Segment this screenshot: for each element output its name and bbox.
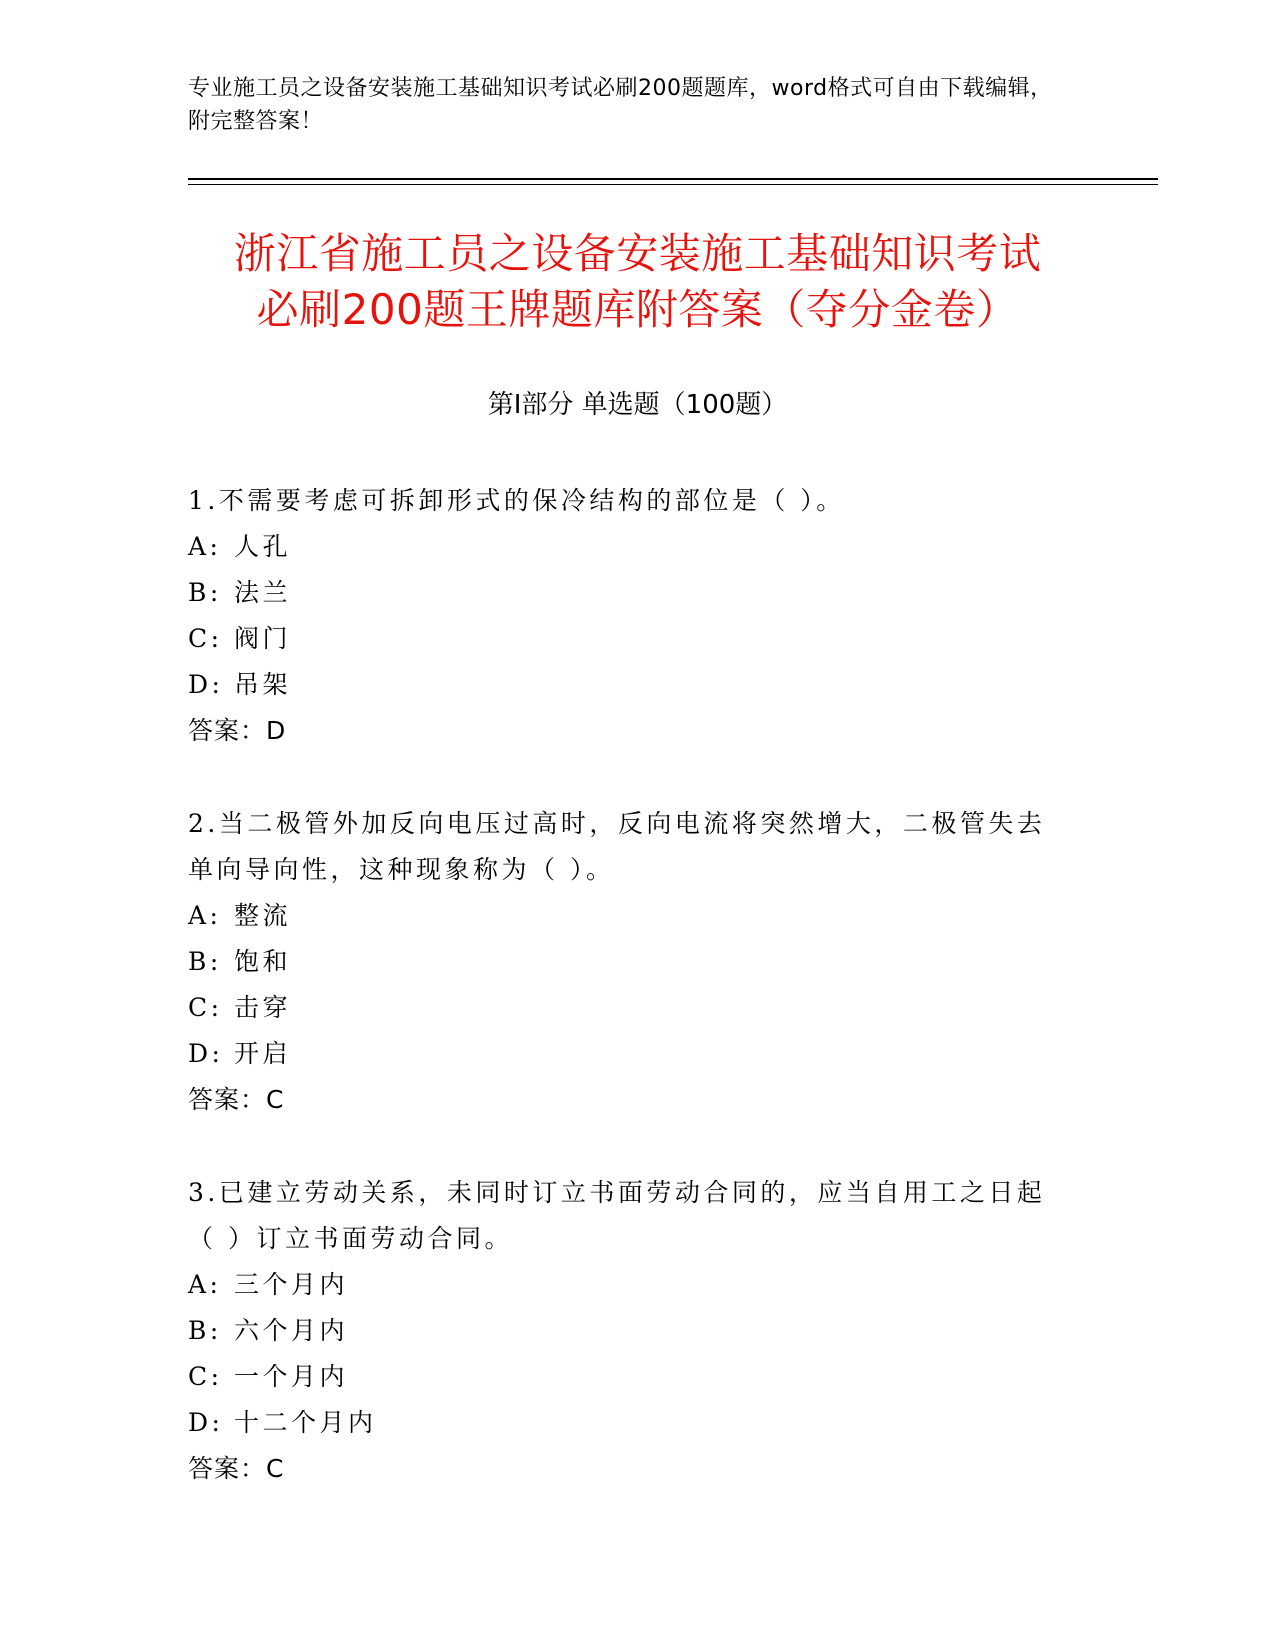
option-c [188,985,1068,1031]
option-c [188,1354,1068,1400]
question-2 [188,801,1068,1123]
header-divider-thick [188,178,1158,180]
option-text: 人孔 [234,532,292,561]
option-key: A: [188,901,222,930]
option-text: 整流 [234,901,292,930]
option-key: B: [188,947,222,976]
option-key: D: [188,670,224,699]
option-key: D: [188,1039,224,1068]
option-b [188,1308,1068,1354]
option-c [188,616,1068,662]
option-key: C: [188,1362,223,1391]
question-stem: 3.已建立劳动关系，未同时订立书面劳动合同的，应当自用工之日起（ ）订立书面劳动合同。 [188,1178,1046,1253]
option-text: 吊架 [234,670,292,699]
option-key: B: [188,1316,222,1345]
document-title-line-2: 必刷200题王牌题库附答案（夺分金卷） [256,285,1019,334]
option-text: 击穿 [234,993,292,1022]
header-divider-thin [188,184,1158,185]
option-text: 法兰 [234,578,292,607]
option-d [188,662,1068,708]
question-stem: 1.不需要考虑可拆卸形式的保冷结构的部位是（ ）。 [188,486,845,515]
document-title-line-1: 浙江省施工员之设备安装施工基础知识考试 [233,229,1042,278]
option-text: 饱和 [234,947,292,976]
header-note: 专业施工员之设备安装施工基础知识考试必刷200题题库，word格式可自由下载编辑，附完整答案！ [188,76,1053,134]
option-text: 三个月内 [234,1270,349,1299]
option-a [188,524,1068,570]
question-3 [188,1170,1068,1492]
option-text: 阀门 [234,624,292,653]
question-list [188,478,1068,1539]
option-key: D: [188,1408,224,1437]
answer: 答案：C [188,1454,285,1483]
option-key: A: [188,1270,222,1299]
option-key: C: [188,624,223,653]
option-key: C: [188,993,223,1022]
option-d [188,1400,1068,1446]
question-1 [188,478,1068,754]
option-text: 十二个月内 [234,1408,377,1437]
option-b [188,939,1068,985]
answer: 答案：D [188,716,287,745]
option-text: 六个月内 [234,1316,349,1345]
option-a [188,1262,1068,1308]
question-stem: 2.当二极管外加反向电压过高时，反向电流将突然增大，二极管失去单向导向性，这种现象称为（ ）。 [188,809,1046,884]
answer: 答案：C [188,1085,285,1114]
option-key: A: [188,532,222,561]
option-d [188,1031,1068,1077]
option-text: 一个月内 [234,1362,349,1391]
document-title [150,226,1125,338]
section-title: 第Ⅰ部分 单选题（100题） [487,390,788,420]
option-text: 开启 [234,1039,292,1068]
option-a [188,893,1068,939]
option-b [188,570,1068,616]
option-key: B: [188,578,222,607]
